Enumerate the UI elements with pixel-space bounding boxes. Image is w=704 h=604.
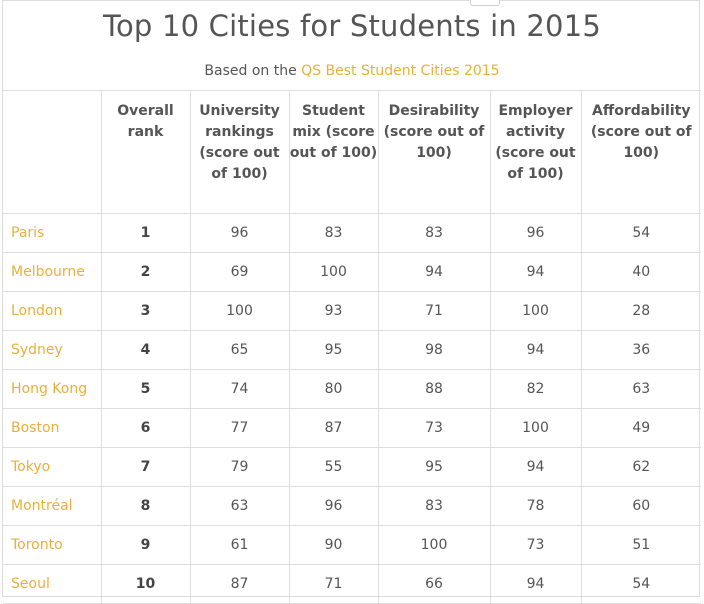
affordability-cell: 36 [581, 331, 701, 370]
overall-rank-cell: 3 [101, 292, 190, 331]
desirability-cell: 94 [378, 253, 490, 292]
desirability-cell: 100 [378, 526, 490, 565]
table-row [3, 214, 701, 253]
desirability-cell: 83 [378, 214, 490, 253]
overall-rank-cell: 1 [101, 214, 190, 253]
column-header-desirability: Desirability (score out of 100) [378, 91, 490, 214]
city-cell[interactable]: Boston [3, 409, 101, 448]
overall-rank-cell: 5 [101, 370, 190, 409]
table-row [3, 292, 701, 331]
page-frame [2, 0, 700, 597]
employer-activity-cell: 94 [490, 565, 581, 604]
source-link[interactable]: QS Best Student Cities 2015 [301, 63, 500, 79]
table-row [3, 409, 701, 448]
affordability-cell: 51 [581, 526, 701, 565]
overall-rank-cell: 8 [101, 487, 190, 526]
employer-activity-cell: 100 [490, 409, 581, 448]
student-mix-cell: 87 [289, 409, 378, 448]
column-header-overall-rank: Overall rank [101, 91, 190, 214]
student-mix-cell: 93 [289, 292, 378, 331]
overall-rank-cell: 7 [101, 448, 190, 487]
column-header-affordability: Affordability (score out of 100) [581, 91, 701, 214]
city-cell[interactable]: Paris [3, 214, 101, 253]
student-mix-cell: 71 [289, 565, 378, 604]
student-mix-cell: 90 [289, 526, 378, 565]
student-mix-cell: 100 [289, 253, 378, 292]
table-row [3, 448, 701, 487]
top-tab-handle[interactable] [470, 0, 500, 6]
affordability-cell: 54 [581, 565, 701, 604]
student-mix-cell: 96 [289, 487, 378, 526]
city-cell[interactable]: Hong Kong [3, 370, 101, 409]
overall-rank-cell: 6 [101, 409, 190, 448]
table-row [3, 253, 701, 292]
desirability-cell: 83 [378, 487, 490, 526]
employer-activity-cell: 94 [490, 448, 581, 487]
city-cell[interactable]: Toronto [3, 526, 101, 565]
table-row [3, 565, 701, 604]
column-header-employer-activity: Employer activity (score out of 100) [490, 91, 581, 214]
affordability-cell: 63 [581, 370, 701, 409]
desirability-cell: 95 [378, 448, 490, 487]
employer-activity-cell: 94 [490, 331, 581, 370]
affordability-cell: 62 [581, 448, 701, 487]
desirability-cell: 98 [378, 331, 490, 370]
university-rankings-cell: 74 [190, 370, 289, 409]
overall-rank-cell: 9 [101, 526, 190, 565]
university-rankings-cell: 63 [190, 487, 289, 526]
table-row [3, 487, 701, 526]
university-rankings-cell: 79 [190, 448, 289, 487]
city-cell[interactable]: Melbourne [3, 253, 101, 292]
university-rankings-cell: 69 [190, 253, 289, 292]
employer-activity-cell: 82 [490, 370, 581, 409]
cities-table [3, 90, 701, 604]
employer-activity-cell: 100 [490, 292, 581, 331]
subtitle-prefix: Based on the [204, 63, 302, 79]
page-subtitle [3, 63, 701, 79]
student-mix-cell: 55 [289, 448, 378, 487]
university-rankings-cell: 100 [190, 292, 289, 331]
overall-rank-cell: 2 [101, 253, 190, 292]
column-header-city [3, 91, 101, 214]
desirability-cell: 71 [378, 292, 490, 331]
desirability-cell: 66 [378, 565, 490, 604]
student-mix-cell: 80 [289, 370, 378, 409]
table-row [3, 526, 701, 565]
overall-rank-cell: 10 [101, 565, 190, 604]
affordability-cell: 54 [581, 214, 701, 253]
affordability-cell: 28 [581, 292, 701, 331]
table-row [3, 370, 701, 409]
overall-rank-cell: 4 [101, 331, 190, 370]
employer-activity-cell: 96 [490, 214, 581, 253]
column-header-university-rankings: University rankings (score out of 100) [190, 91, 289, 214]
city-cell[interactable]: Seoul [3, 565, 101, 604]
student-mix-cell: 83 [289, 214, 378, 253]
employer-activity-cell: 73 [490, 526, 581, 565]
table-body [3, 214, 701, 604]
university-rankings-cell: 77 [190, 409, 289, 448]
table-header-row [3, 91, 701, 214]
university-rankings-cell: 61 [190, 526, 289, 565]
desirability-cell: 73 [378, 409, 490, 448]
employer-activity-cell: 94 [490, 253, 581, 292]
city-cell[interactable]: Montréal [3, 487, 101, 526]
city-cell[interactable]: Sydney [3, 331, 101, 370]
city-cell[interactable]: Tokyo [3, 448, 101, 487]
city-cell[interactable]: London [3, 292, 101, 331]
affordability-cell: 40 [581, 253, 701, 292]
affordability-cell: 60 [581, 487, 701, 526]
table-row [3, 331, 701, 370]
university-rankings-cell: 65 [190, 331, 289, 370]
page-title: Top 10 Cities for Students in 2015 [102, 9, 602, 43]
university-rankings-cell: 96 [190, 214, 289, 253]
affordability-cell: 49 [581, 409, 701, 448]
employer-activity-cell: 78 [490, 487, 581, 526]
student-mix-cell: 95 [289, 331, 378, 370]
university-rankings-cell: 87 [190, 565, 289, 604]
desirability-cell: 88 [378, 370, 490, 409]
column-header-student-mix: Student mix (score out of 100) [289, 91, 378, 214]
